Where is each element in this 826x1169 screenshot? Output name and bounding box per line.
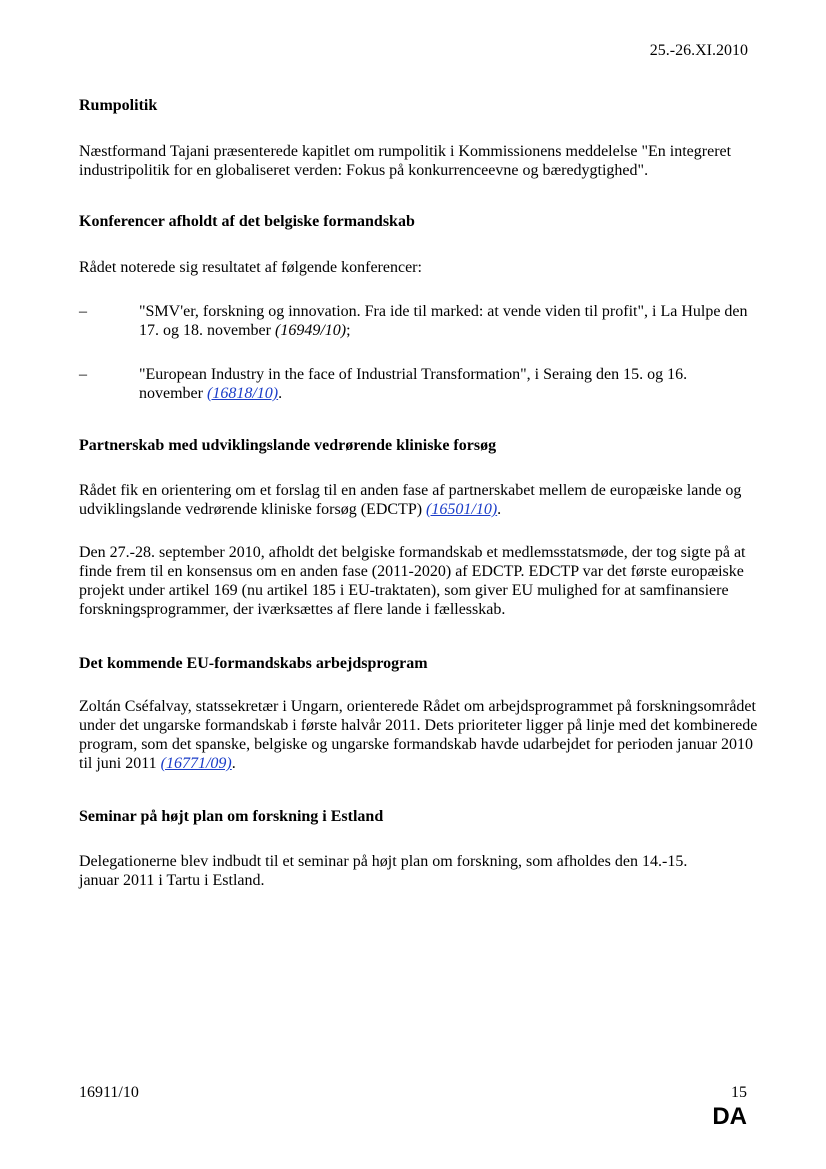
section-heading-conferences: Konferencer afholdt af det belgiske formandskab (79, 213, 415, 230)
section-paragraph: Rådet noterede sig resultatet af følgende konferencer: (79, 259, 422, 276)
section-paragraph: Næstformand Tajani præsenterede kapitlet om rumpolitik i Kommissionens meddelelse "En integreret industripolitik for en globaliseret verden: Fokus på konkurrenceevne og bæredygtighed". (79, 143, 732, 179)
list-item (139, 302, 759, 340)
paragraph-end: . (231, 755, 236, 772)
paragraph-text: Rådet fik en orientering om et forslag til en anden fase af partnerskabet mellem de europæiske lande og udviklingslande vedrørende kliniske forsøg (EDCTP) (79, 482, 742, 518)
page-number: 15 (731, 1084, 747, 1101)
document-link[interactable]: (16818/10) (206, 385, 279, 402)
section-heading-rumpolitik: Rumpolitik (79, 97, 158, 114)
paragraph-end: . (497, 501, 502, 518)
list-item (139, 365, 699, 403)
list-item-end: . (278, 385, 283, 402)
paragraph-text: Zoltán Cséfalvay, statssekretær i Ungarn, orienterede Rådet om arbejdsprogrammet på forskningsområdet under det ungarske formandskab i første halvår 2011. Dets prioriteter ligger på linje med det kombinerede program, som det spanske, belgiske og ungarske formandskab havde udarbejdet for perioden januar 2010 til juni 2011 (79, 698, 758, 772)
list-item-text: "European Industry in the face of Industrial Transformation", i Seraing den 15. og 16. november (139, 366, 688, 402)
list-bullet: – (79, 366, 87, 383)
document-link[interactable]: (16771/09) (160, 755, 232, 772)
language-code: DA (712, 1103, 747, 1130)
document-reference-number: 16911/10 (79, 1084, 139, 1101)
section-heading-work-programme: Det kommende EU-formandskabs arbejdsprogram (79, 655, 428, 672)
document-date: 25.-26.XI.2010 (649, 42, 748, 59)
list-bullet: – (79, 303, 87, 320)
section-paragraph (79, 697, 759, 773)
document-link[interactable]: (16501/10) (426, 501, 498, 518)
section-paragraph: Delegationerne blev indbudt til et seminar på højt plan om forskning, som afholdes den 14.-15. januar 2011 i Tartu i Estland. (79, 853, 688, 889)
section-paragraph (79, 481, 759, 519)
section-heading-seminar: Seminar på højt plan om forskning i Estland (79, 808, 384, 825)
document-reference: (16949/10) (274, 322, 347, 339)
list-item-end: ; (346, 322, 351, 339)
section-heading-partnership: Partnerskab med udviklingslande vedrørende kliniske forsøg (79, 437, 497, 454)
section-paragraph: Den 27.-28. september 2010, afholdt det belgiske formandskab et medlemsstatsmøde, der tog sigte på at finde frem til en konsensus om en anden fase (2011-2020) af EDCTP. EDCTP var det første europæiske projekt under artikel 169 (nu artikel 185 i EU-traktaten), som giver EU mulighed for at samfinansiere forskningsprogrammer, der iværksættes af flere lande i fællesskab. (79, 544, 746, 618)
list-item-text: "SMV'er, forskning og innovation. Fra ide til marked: at vende viden til profit", i La Hulpe den 17. og 18. november (139, 303, 748, 339)
